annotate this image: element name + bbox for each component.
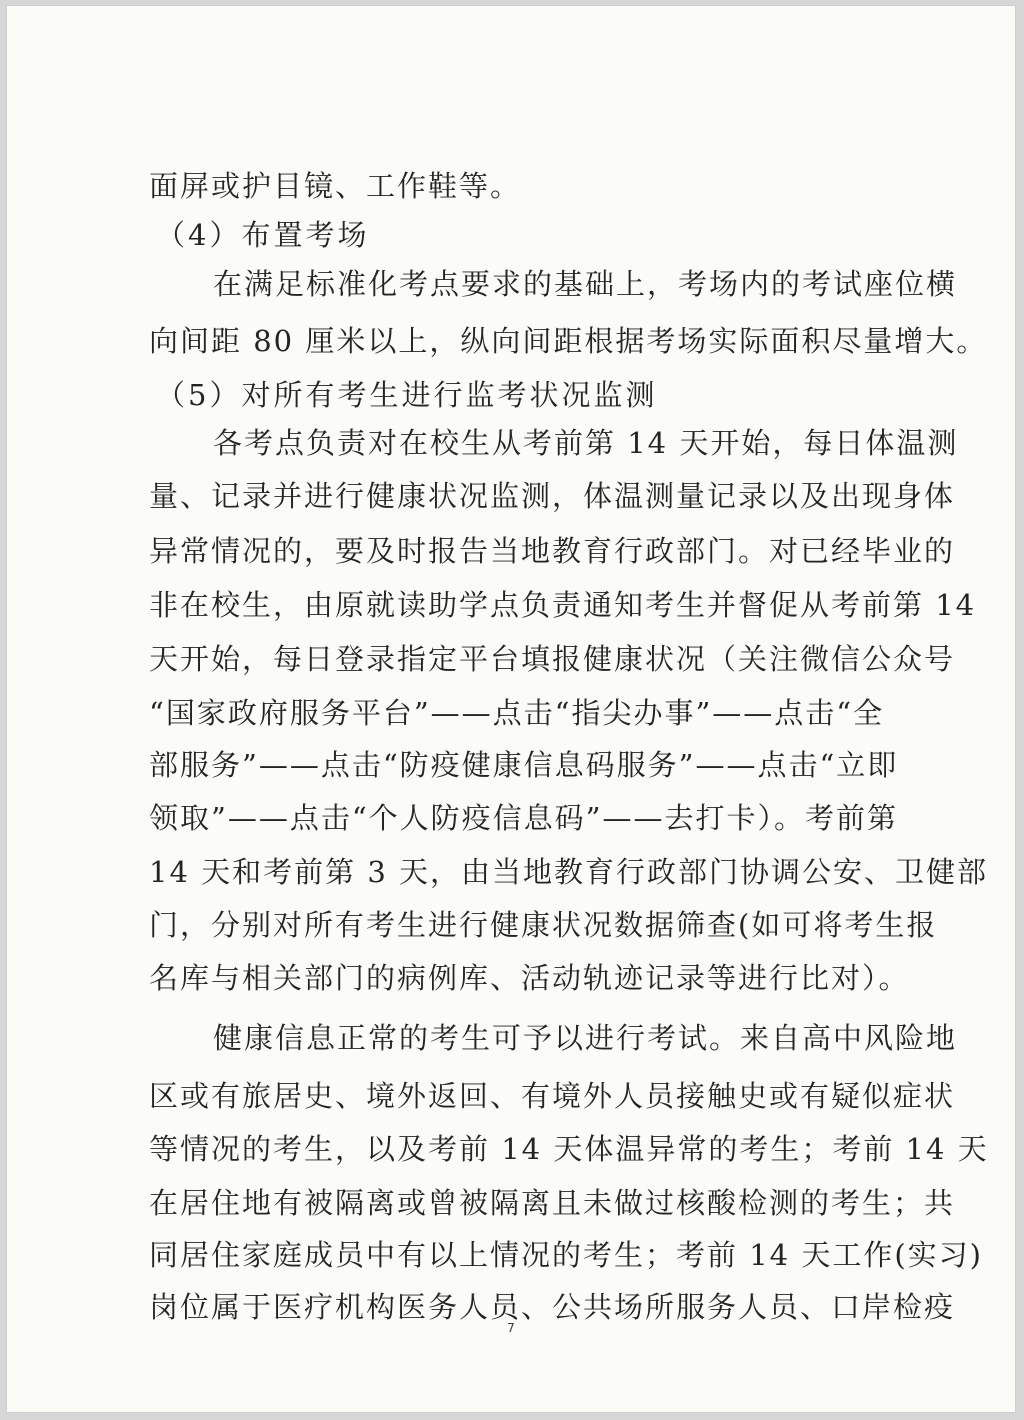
text-line: 岗位属于医疗机构医务人员、公共场所服务人员、口岸检疫: [149, 1290, 956, 1324]
text-line: 健康信息正常的考生可予以进行考试。来自高中风险地: [213, 1021, 958, 1055]
text-line: 领取”——点击“个人防疫信息码”——去打卡）。考前第: [149, 801, 898, 835]
text-line: 在居住地有被隔离或曾被隔离且未做过核酸检测的考生；共: [149, 1186, 956, 1220]
text-line: 等情况的考生，以及考前 14 天体温异常的考生；考前 14 天: [149, 1132, 989, 1166]
text-line: 面屏或护目镜、工作鞋等。: [149, 169, 522, 203]
text-line: 量、记录并进行健康状况监测，体温测量记录以及出现身体: [149, 479, 956, 513]
text-line: 向间距 80 厘米以上，纵向间距根据考场实际面积尽量增大。: [149, 324, 988, 358]
text-line: 天开始，每日登录指定平台填报健康状况（关注微信公众号: [149, 642, 956, 676]
section-heading: （5）对所有考生进行监考状况监测: [156, 378, 658, 412]
text-line: 区或有旅居史、境外返回、有境外人员接触史或有疑似症状: [149, 1079, 956, 1113]
text-line: 14 天和考前第 3 天，由当地教育行政部门协调公安、卫健部: [149, 855, 989, 889]
text-line: 各考点负责对在校生从考前第 14 天开始，每日体温测: [213, 426, 959, 460]
text-line: 异常情况的，要及时报告当地教育行政部门。对已经毕业的: [149, 534, 956, 568]
text-line: 门，分别对所有考生进行健康状况数据筛查(如可将考生报: [149, 908, 938, 942]
text-line: 同居住家庭成员中有以上情况的考生；考前 14 天工作(实习): [149, 1238, 983, 1272]
text-line: 部服务”——点击“防疫健康信息码服务”——点击“立即: [149, 748, 899, 782]
text-line: 名库与相关部门的病例库、活动轨迹记录等进行比对）。: [149, 961, 910, 995]
text-line: “国家政府服务平台”——点击“指尖办事”——点击“全: [149, 696, 885, 730]
text-line: 非在校生，由原就读助学点负责通知考生并督促从考前第 14: [149, 588, 977, 622]
text-line: 在满足标准化考点要求的基础上，考场内的考试座位横: [213, 267, 958, 301]
document-page: [6, 5, 1016, 1413]
section-heading: （4）布置考场: [156, 218, 370, 252]
page-number: 7: [507, 1321, 515, 1335]
